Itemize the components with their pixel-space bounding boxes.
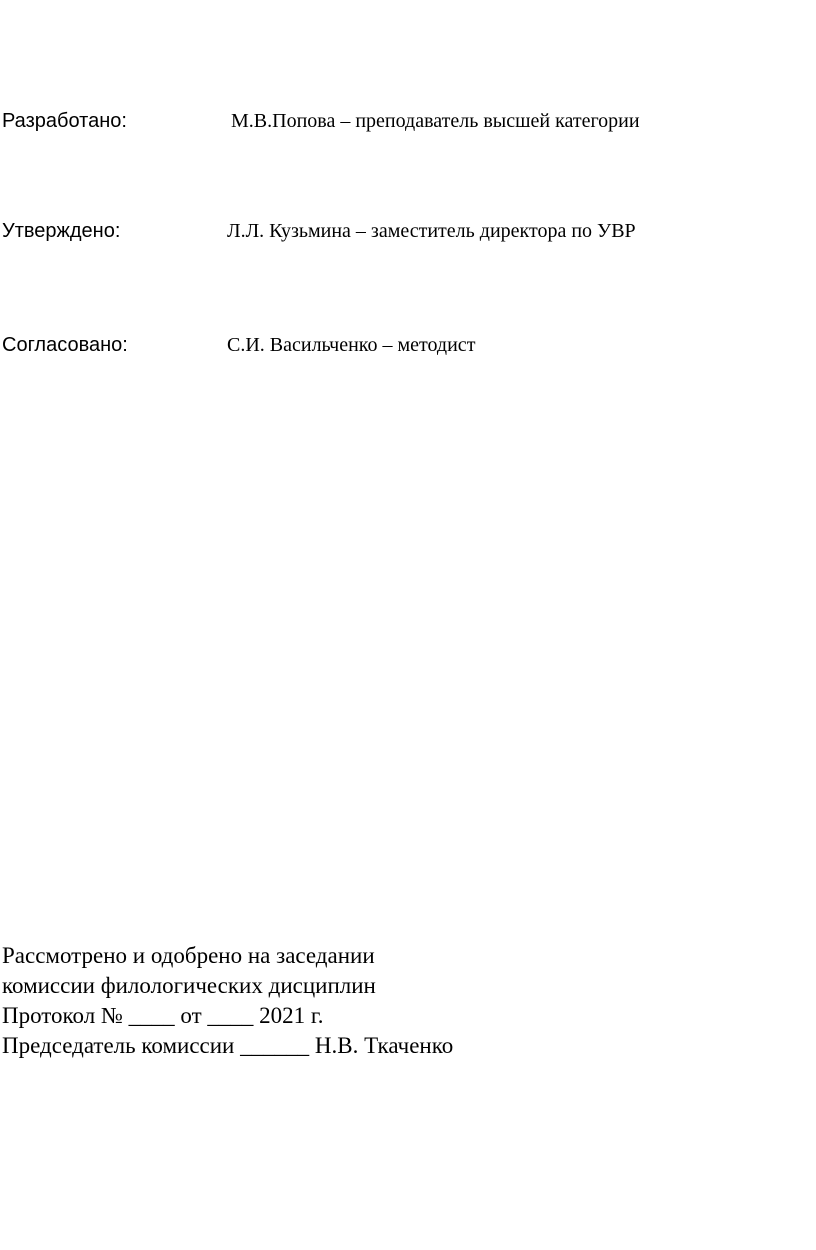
approver-name: Л.Л. Кузьмина – заместитель директора по УВР xyxy=(227,220,636,242)
agreer-name: С.И. Васильченко – методист xyxy=(227,334,476,356)
approved-by-label: Утверждено: xyxy=(2,220,121,242)
developed-by-row xyxy=(0,106,816,136)
approval-line-protocol: Протокол № ____ от ____ 2021 г. xyxy=(2,1003,324,1028)
agreed-by-row xyxy=(0,330,816,360)
agreed-by-label: Согласовано: xyxy=(2,334,128,356)
approval-line-reviewed: Рассмотрено и одобрено на заседании xyxy=(2,943,375,968)
developer-name: М.В.Попова – преподаватель высшей категории xyxy=(231,110,640,132)
approval-line-commission: комиссии филологических дисциплин xyxy=(2,973,376,998)
commission-approval-block xyxy=(2,941,802,1061)
developed-by-label: Разработано: xyxy=(2,110,127,132)
approved-by-row xyxy=(0,216,816,246)
approval-line-chairman: Председатель комиссии ______ Н.В. Ткаченко xyxy=(2,1033,454,1058)
